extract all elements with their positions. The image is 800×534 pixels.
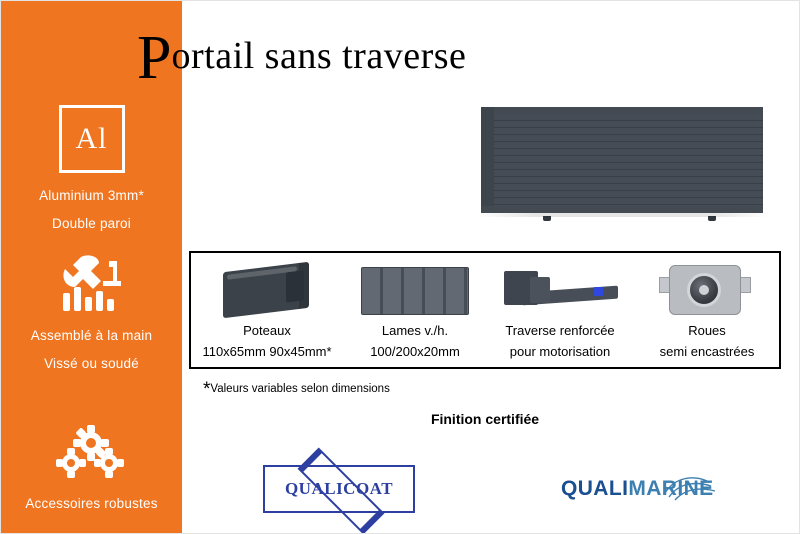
sidebar-label-aluminium-2: Double paroi: [52, 215, 131, 231]
aluminium-badge-label: Al: [75, 122, 108, 155]
footnote: [203, 379, 390, 399]
finition-heading: Finition certifiée: [430, 411, 540, 427]
wheel-icon: [633, 259, 781, 323]
component-lames: [341, 253, 489, 367]
component-poteaux: [193, 253, 341, 367]
post-notch: [286, 270, 304, 302]
slats-icon: [341, 259, 489, 323]
motor-led-indicator: [594, 287, 603, 296]
title-rest: ortail sans traverse: [171, 35, 467, 77]
component-caption-line2: pour motorisation: [509, 344, 611, 359]
wheel-hub: [699, 285, 709, 295]
component-caption-line2: 110x65mm 90x45mm*: [202, 344, 332, 359]
qualicoat-logo: [263, 465, 415, 513]
gate-left-post: [481, 107, 494, 213]
sidebar-label-assembly-2: Vissé ou soudé: [44, 355, 139, 371]
aluminium-badge-icon: [59, 105, 125, 173]
components-box: [189, 251, 781, 369]
post-body: [223, 262, 309, 319]
component-caption-line1: Traverse renforcée: [505, 323, 615, 338]
gate-panel-slats: [494, 114, 763, 206]
page-title: [137, 24, 467, 92]
component-roues: [633, 253, 781, 367]
component-caption-line2: 100/200x20mm: [370, 344, 460, 359]
gears-icon: [1, 421, 182, 483]
qualimarine-logo: [561, 471, 731, 509]
sidebar-block-aluminium: [1, 105, 182, 230]
qualimarine-wave-icon: [663, 471, 725, 501]
sidebar-label-accessories-1: Accessoires robustes: [25, 496, 158, 511]
component-caption-line1: Lames v./h.: [381, 323, 449, 338]
title-drop-cap: P: [137, 24, 172, 92]
slats-body: [361, 267, 469, 315]
component-caption-line1: Roues: [688, 323, 726, 338]
wrench-tools-icon: [1, 253, 182, 315]
qualicoat-logo-text: QUALICOAT: [284, 479, 394, 498]
component-caption-line2: semi encastrées: [659, 344, 755, 359]
component-traverse: [486, 253, 634, 367]
qualimarine-logo-text-part1: QUALI: [561, 477, 629, 500]
component-caption-line1: Poteaux: [243, 323, 291, 338]
gate-top-rail: [481, 107, 763, 114]
footnote-asterisk: *: [203, 379, 211, 400]
motor-housing-secondary: [530, 277, 550, 303]
gate-shadow: [477, 213, 769, 217]
sidebar-label-aluminium-1: Aluminium 3mm*: [39, 188, 144, 203]
gate-bottom-rail: [481, 206, 763, 213]
sidebar-label-assembly-1: Assemblé à la main: [30, 328, 153, 343]
post-profile-icon: [193, 259, 341, 323]
sidebar-block-accessories: [1, 421, 182, 511]
motorised-crossbar-icon: [486, 259, 634, 323]
gate-render-image: [473, 101, 773, 223]
footnote-text: Valeurs variables selon dimensions: [210, 383, 390, 395]
qualimarine-logo-text-part2: MARINE: [628, 477, 714, 500]
qualicoat-diamond-shape: [275, 472, 403, 506]
sidebar-block-assembly: [1, 253, 182, 370]
